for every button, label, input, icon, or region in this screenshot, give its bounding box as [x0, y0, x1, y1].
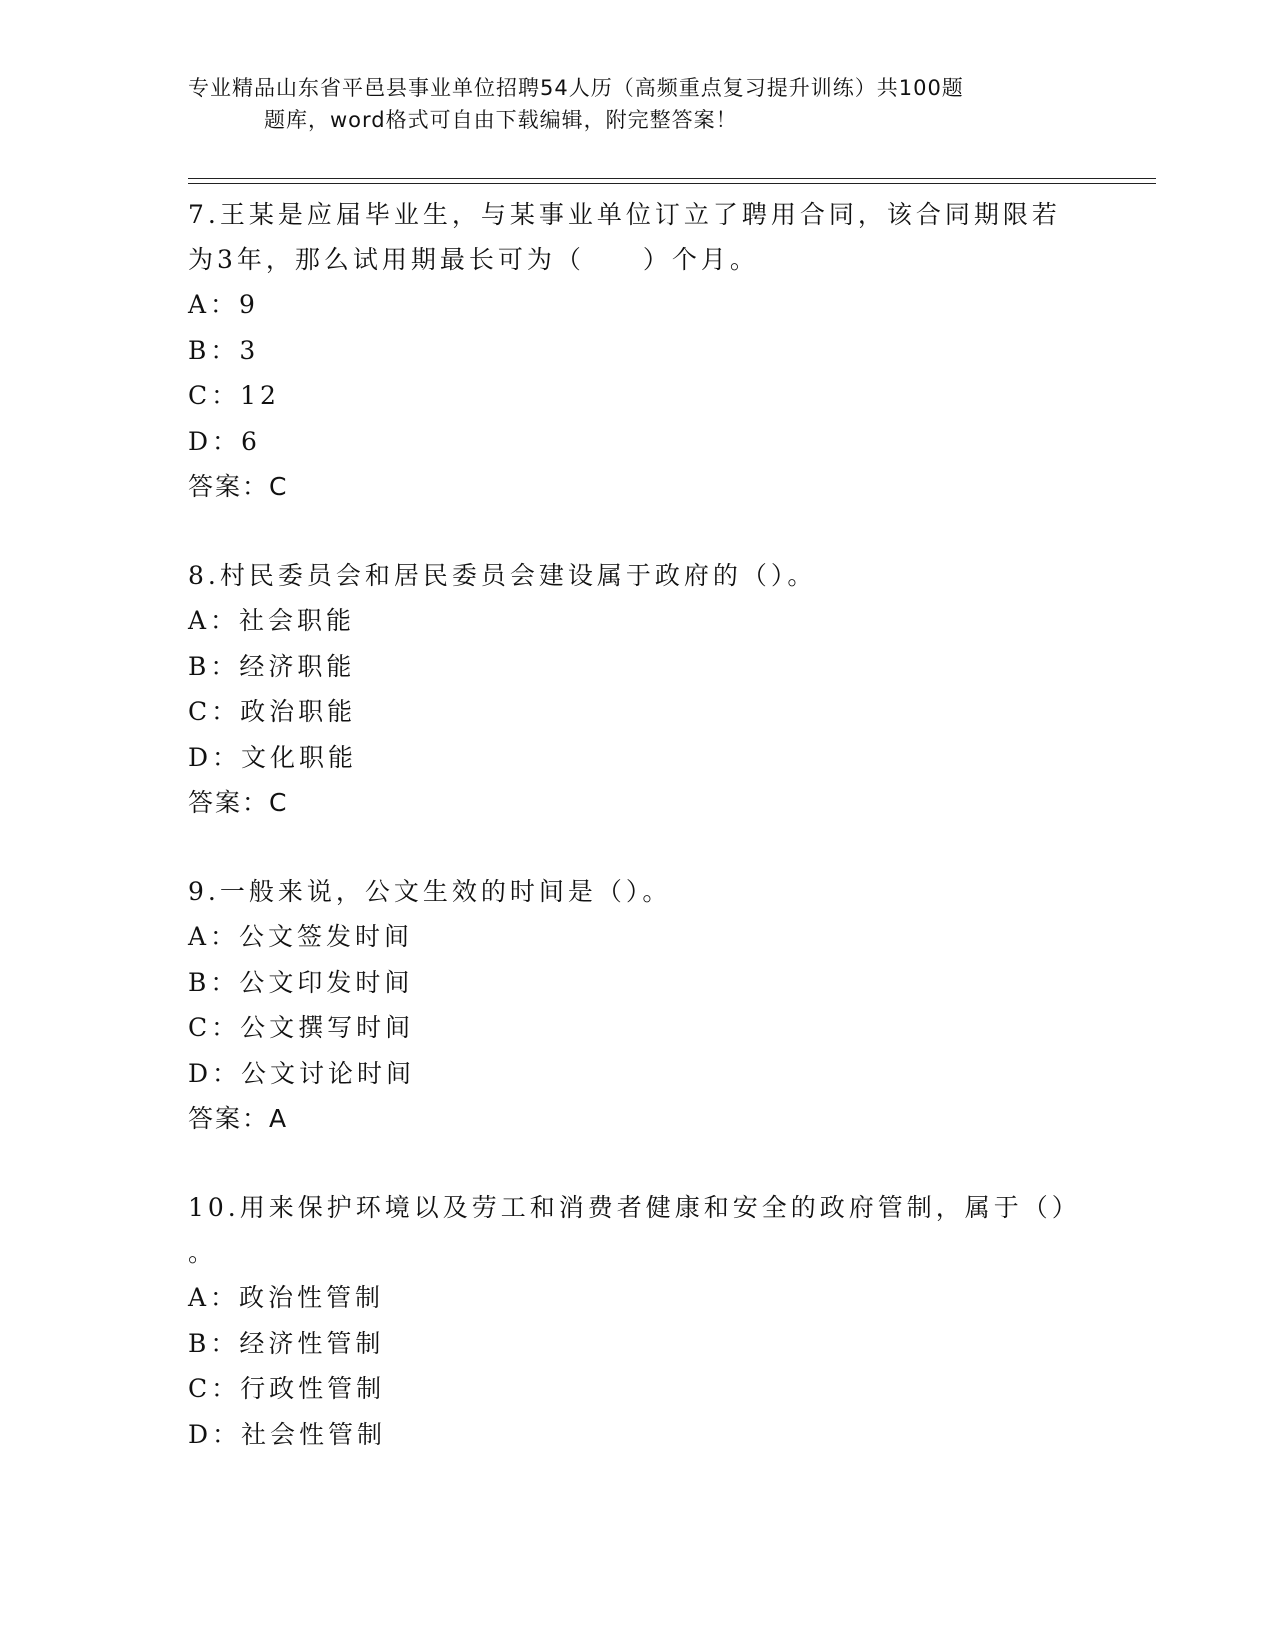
header-title-line2: 题库，word格式可自由下载编辑，附完整答案！ — [264, 108, 738, 132]
question-8-option-b: B：经济职能 — [188, 651, 356, 681]
question-9-text: 9.一般来说，公文生效的时间是（）。 — [188, 877, 672, 906]
question-8-text: 8.村民委员会和居民委员会建设属于政府的（）。 — [188, 561, 817, 590]
header-divider-bottom — [188, 183, 1156, 184]
question-7-option-b: B：3 — [188, 335, 260, 365]
question-8-option-d: D：文化职能 — [188, 742, 358, 772]
question-9-option-b: B：公文印发时间 — [188, 967, 414, 997]
question-7-option-d: D：6 — [188, 426, 261, 456]
question-7-answer: 答案：C — [188, 472, 289, 501]
question-7-text-line2: 为3年，那么试用期最长可为（ ）个月。 — [188, 245, 759, 274]
question-10 — [188, 1185, 1088, 1457]
question-list — [188, 192, 1088, 1501]
document-header — [188, 72, 1088, 136]
question-7-option-c: C：12 — [188, 381, 280, 410]
question-10-option-c: C：行政性管制 — [188, 1374, 386, 1403]
header-divider-top — [188, 178, 1156, 179]
question-9-option-a: A：公文签发时间 — [188, 922, 414, 951]
question-10-option-b: B：经济性管制 — [188, 1328, 385, 1358]
question-8 — [188, 553, 1088, 825]
question-9-option-c: C：公文撰写时间 — [188, 1013, 415, 1042]
question-10-option-d: D：社会性管制 — [188, 1419, 387, 1449]
question-7-option-a: A：9 — [188, 290, 259, 319]
question-9 — [188, 869, 1088, 1141]
question-9-answer: 答案：A — [188, 1104, 289, 1133]
question-9-option-d: D：公文讨论时间 — [188, 1058, 416, 1088]
question-7-text-line1: 7.王某是应届毕业生，与某事业单位订立了聘用合同，该合同期限若 — [188, 200, 1061, 229]
question-8-option-a: A：社会职能 — [188, 606, 356, 635]
question-10-option-a: A：政治性管制 — [188, 1283, 385, 1312]
question-8-option-c: C：政治职能 — [188, 697, 357, 726]
question-10-text-line2: 。 — [188, 1238, 218, 1267]
header-title-line1: 专业精品山东省平邑县事业单位招聘54人历（高频重点复习提升训练）共100题 — [188, 76, 964, 100]
question-8-answer: 答案：C — [188, 788, 289, 817]
question-10-text-line1: 10.用来保护环境以及劳工和消费者健康和安全的政府管制，属于（） — [188, 1193, 1081, 1222]
question-7 — [188, 192, 1088, 509]
